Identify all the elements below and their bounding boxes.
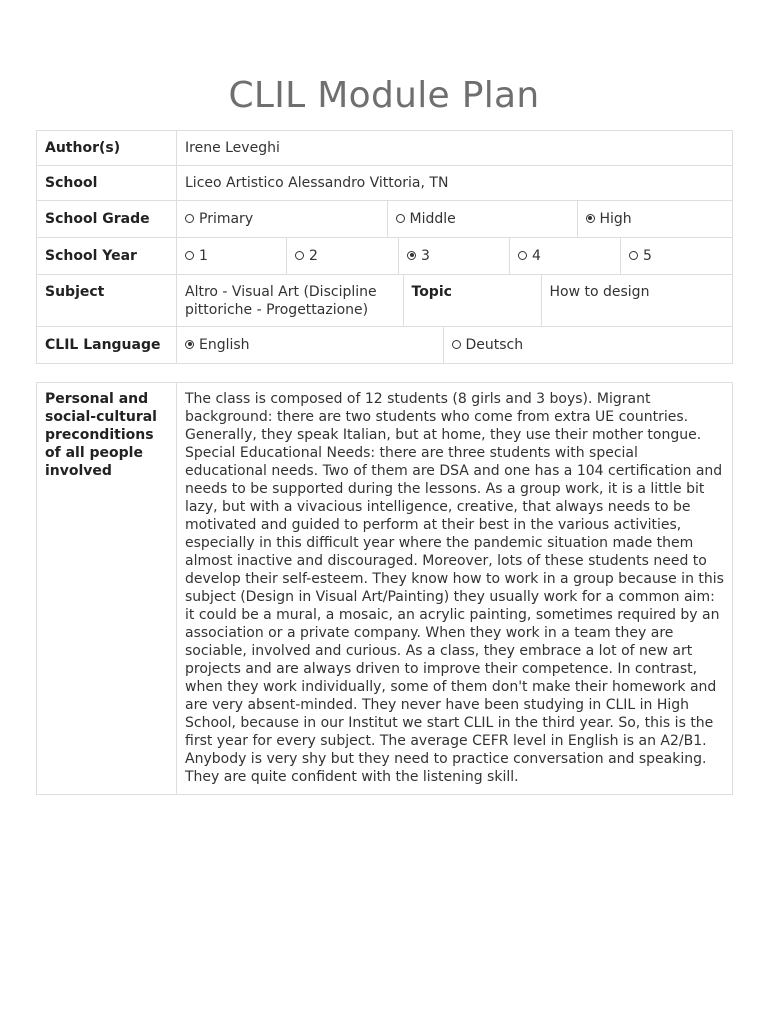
radio-unchecked-icon	[185, 214, 194, 223]
language-option-deutsch[interactable]: Deutsch	[443, 327, 733, 363]
radio-checked-icon	[185, 340, 194, 349]
school-value: Liceo Artistico Alessandro Vittoria, TN	[177, 166, 733, 201]
subject-label: Subject	[37, 275, 177, 327]
school-grade-label: School Grade	[37, 201, 177, 238]
author-label: Author(s)	[37, 131, 177, 166]
radio-unchecked-icon	[295, 251, 304, 260]
radio-checked-icon	[586, 214, 595, 223]
radio-unchecked-icon	[185, 251, 194, 260]
year-option-1[interactable]: 1	[177, 238, 287, 275]
school-year-label: School Year	[37, 238, 177, 275]
author-value: Irene Leveghi	[177, 131, 733, 166]
radio-unchecked-icon	[396, 214, 405, 223]
preconditions-row	[37, 383, 733, 795]
radio-unchecked-icon	[518, 251, 527, 260]
preconditions-table	[36, 382, 733, 795]
subject-row	[37, 275, 733, 327]
page-title: CLIL Module Plan	[228, 75, 540, 116]
school-row	[37, 166, 733, 201]
year-option-2[interactable]: 2	[287, 238, 399, 275]
grade-option-high[interactable]: High	[577, 201, 733, 237]
grade-option-middle[interactable]: Middle	[387, 201, 577, 237]
language-option-english[interactable]: English	[177, 327, 443, 363]
preconditions-text: The class is composed of 12 students (8 girls and 3 boys). Migrant background: there are two students who come from extra UE countries. Generally, they speak Italian, but at home, they use their mother tongue. Special Educational Needs: there are three students with special educational needs. Two of them are DSA and one has a 104 certification and needs to be supported during the lessons. As a group work, it is a little bit lazy, but with a vivacious intelligence, creative, that always needs to be motivated and guided to perform at their best in the various activities, especially in this difficult year where the pandemic situation made them almost inactive and discouraged. Moreover, lots of these students need to develop their self-esteem. They know how to work in a group because in this subject (Design in Visual Art/Painting) they usually work for a common aim: it could be a mural, a mosaic, an acrylic painting, sometimes required by an association or a private company. When they work in a team they are sociable, involved and curious. As a class, they embrace a lot of new art projects and are always driven to improve their competence. In contrast, when they work individually, some of them don't make their homework and are very absent-minded. They never have been studying in CLIL in High School, because in our Institut we start CLIL in the third year. So, this is the first year for every subject. The average CEFR level in English is an A2/B1. Anybody is very shy but they need to practice conversation and speaking. They are quite confident with the listening skill.	[177, 383, 733, 795]
preconditions-label: Personal and social-cultural preconditions of all people involved	[37, 383, 177, 795]
year-option-5[interactable]: 5	[621, 238, 733, 275]
year-option-3[interactable]: 3	[399, 238, 510, 275]
topic-label: Topic	[403, 275, 541, 326]
radio-unchecked-icon	[452, 340, 461, 349]
topic-value: How to design	[549, 284, 650, 300]
radio-unchecked-icon	[629, 251, 638, 260]
year-option-4[interactable]: 4	[510, 238, 621, 275]
author-row	[37, 131, 733, 166]
grade-option-primary[interactable]: Primary	[177, 201, 387, 237]
radio-checked-icon	[407, 251, 416, 260]
school-year-row	[37, 238, 733, 275]
clil-language-row	[37, 327, 733, 364]
subject-value: Altro - Visual Art (Discipline pittoriche - Progettazione)	[177, 275, 403, 326]
school-grade-row	[37, 201, 733, 238]
clil-language-label: CLIL Language	[37, 327, 177, 364]
module-info-table	[36, 130, 733, 364]
school-label: School	[37, 166, 177, 201]
